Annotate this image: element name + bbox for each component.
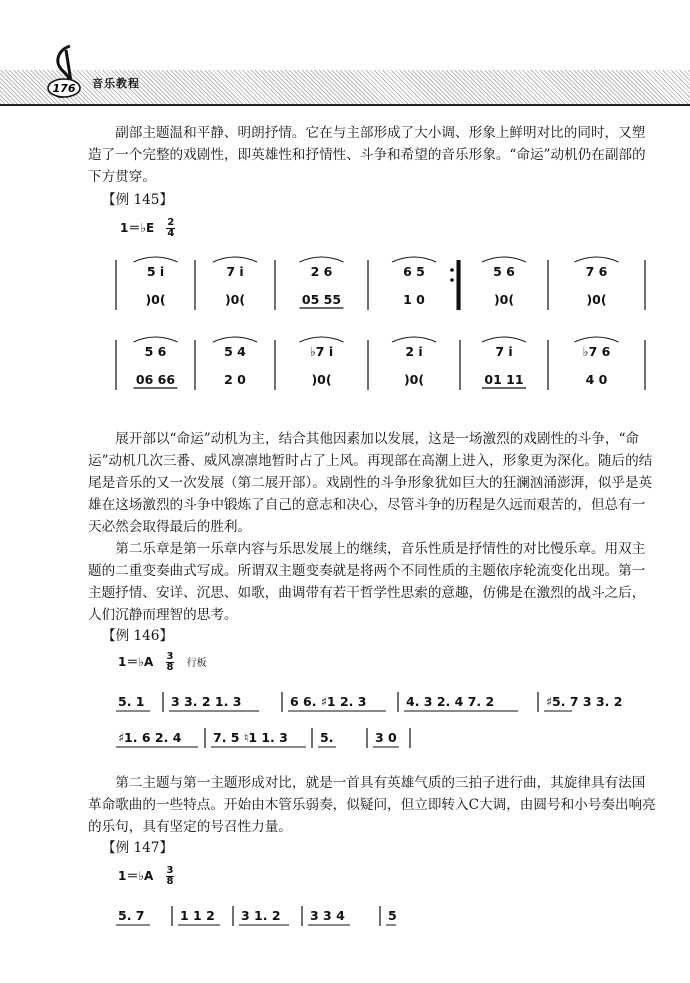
melody-measure: 2 i bbox=[405, 344, 423, 359]
slur bbox=[575, 257, 619, 262]
accompaniment-measure: 01 11 bbox=[484, 372, 524, 387]
repeat-dot bbox=[450, 268, 454, 272]
key-signature: 1＝♭E bbox=[120, 221, 155, 235]
accompaniment-measure: )0( bbox=[145, 292, 166, 307]
melody-measure: 3 0 bbox=[375, 730, 397, 745]
example-146-score bbox=[0, 684, 690, 754]
melody-measure: 5 i bbox=[146, 264, 165, 279]
melody-measure: 5 bbox=[388, 908, 397, 923]
paragraph-1: 副部主题温和平静、明朗抒情。它在与主部形成了大小调、形象上鲜明对比的同时，又塑造了一个完整的戏剧性，即英雄性和抒情性、斗争和希望的音乐形象。“命运”动机仍在副部的下方贯穿。 bbox=[88, 125, 646, 185]
tempo-marking: 行板 bbox=[186, 658, 207, 669]
slur bbox=[482, 257, 526, 262]
example-145-score bbox=[0, 250, 690, 410]
melody-measure: 1 1 2 bbox=[180, 908, 215, 923]
melody-measure: 5. 1 bbox=[118, 694, 145, 709]
melody-measure: 3 3 4 bbox=[310, 908, 345, 923]
melody-measure: ♭7 i bbox=[309, 344, 334, 359]
accompaniment-measure: )0( bbox=[224, 292, 246, 307]
book-title: 音乐教程 bbox=[92, 77, 140, 90]
melody-measure: 7. 5 ♮1 1. 3 bbox=[213, 730, 288, 745]
melody-measure: ♯5. 7 3 3. 2 bbox=[546, 694, 623, 709]
paragraph-4: 第二主题与第一主题形成对比，就是一首具有英雄气质的三拍子进行曲，其旋律具有法国革命歌曲的一些特点。开始由木管乐弱奏，似疑问，但立即转入C大调，由圆号和小号奏出响亮的乐句，具有坚定的号召性力量。 bbox=[88, 775, 656, 835]
melody-measure: ♯1. 6 2. 4 bbox=[118, 730, 182, 745]
melody-measure: 3 1. 2 bbox=[241, 908, 281, 923]
example-146-key bbox=[118, 652, 207, 673]
key-signature: 1＝♭A bbox=[118, 869, 154, 883]
melody-measure: 5. 7 bbox=[118, 908, 145, 923]
melody-measure: 5 6 bbox=[493, 264, 515, 279]
example-147-score bbox=[0, 898, 690, 932]
melody-measure: 5. bbox=[320, 730, 334, 745]
slur bbox=[575, 337, 619, 342]
example-146-label: 【例 146】 bbox=[102, 628, 174, 644]
accompaniment-measure: 1 0 bbox=[403, 292, 425, 307]
example-147-key bbox=[118, 866, 174, 887]
melody-measure: 7 i bbox=[226, 264, 244, 279]
melody-measure: 6 5 bbox=[403, 264, 425, 279]
slur bbox=[392, 337, 436, 342]
example-145-key bbox=[120, 218, 175, 239]
page-header bbox=[0, 30, 690, 95]
accompaniment-measure: )0( bbox=[403, 372, 425, 387]
repeat-dot bbox=[450, 278, 454, 282]
time-signature: $\frac{2}{4}$ bbox=[167, 217, 175, 239]
header-rule bbox=[0, 104, 690, 106]
slur bbox=[482, 337, 526, 342]
slur bbox=[213, 337, 257, 342]
accompaniment-measure: 05 55 bbox=[301, 292, 342, 307]
accompaniment-measure: 06 66 bbox=[135, 372, 176, 387]
accompaniment-measure: )0( bbox=[493, 292, 515, 307]
melody-measure: 7 6 bbox=[585, 264, 608, 279]
slur bbox=[300, 257, 344, 262]
melody-measure: ♭7 6 bbox=[582, 344, 611, 359]
page-number: 176 bbox=[52, 82, 76, 95]
example-147-label: 【例 147】 bbox=[102, 840, 174, 856]
melody-measure: 6 6. ♯1 2. 3 bbox=[290, 694, 367, 709]
accompaniment-measure: 2 0 bbox=[224, 372, 246, 387]
time-signature: $\frac{3}{8}$ bbox=[166, 865, 174, 887]
melody-measure: 5 4 bbox=[224, 344, 246, 359]
slur bbox=[213, 257, 257, 262]
slur bbox=[392, 257, 436, 262]
slur bbox=[134, 257, 178, 262]
accompaniment-measure: )0( bbox=[586, 292, 607, 307]
melody-measure: 2 6 bbox=[310, 264, 333, 279]
key-signature: 1＝♭A bbox=[118, 655, 154, 669]
paragraph-2: 展开部以“命运”动机为主，结合其他因素加以发展，这是一场激烈的戏剧性的斗争，“命运”动机几次三番、威风凛凛地暂时占了上风。再现部在高潮上进入，形象更为深化。随后的结尾是音乐的又一次发展（第二展开部）。戏剧性的斗争形象犹如巨大的狂澜汹涌澎湃，似乎是英雄在这场激烈的斗争中锻炼了自己的意志和决心，尽管斗争的历程是久远而艰苦的，但总有一天必然会取得最后的胜利。 bbox=[88, 431, 653, 535]
slur bbox=[300, 337, 344, 342]
treble-clef-icon bbox=[40, 42, 90, 102]
melody-measure: 3 3. 2 1. 3 bbox=[171, 694, 242, 709]
melody-measure: 7 i bbox=[495, 344, 513, 359]
time-signature: $\frac{3}{8}$ bbox=[166, 651, 174, 673]
melody-measure: 5 6 bbox=[144, 344, 167, 359]
example-145-label: 【例 145】 bbox=[102, 192, 174, 208]
slur bbox=[134, 337, 178, 342]
accompaniment-measure: )0( bbox=[311, 372, 332, 387]
paragraph-3: 第二乐章是第一乐章内容与乐思发展上的继续，音乐性质是抒情性的对比慢乐章。用双主题的二重变奏曲式写成。所谓双主题变奏就是将两个不同性质的主题依序轮流变化出现。第一主题抒情、安详、沉思、如歌，曲调带有若干哲学性思索的意趣，仿佛是在激烈的战斗之后，人们沉静而理智的思考。 bbox=[88, 541, 646, 623]
accompaniment-measure: 4 0 bbox=[585, 372, 608, 387]
melody-measure: 4. 3 2. 4 7. 2 bbox=[406, 694, 495, 709]
